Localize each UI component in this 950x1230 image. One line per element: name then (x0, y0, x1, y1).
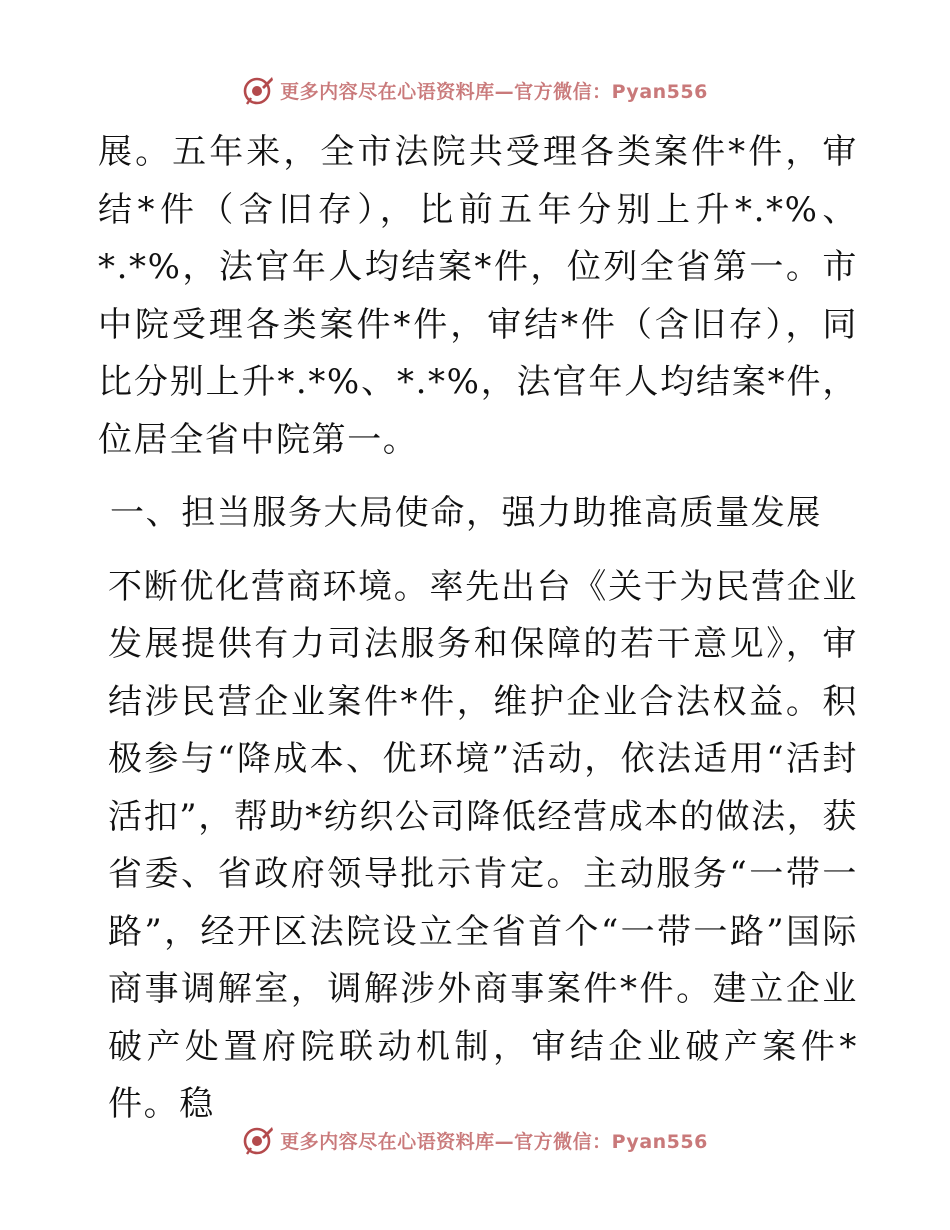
body-paragraph: 不断优化营商环境。率先出台《关于为民营企业发展提供有力司法服务和保障的若干意见》，审结涉民营企业案件*件，维护企业合法权益。积极参与“降成本、优环境”活动，依法适用“活封活扣”，帮助*纺织公司降低经营成本的做法，获省委、省政府领导批示肯定。主动服务“一带一路”，经开区法院设立全省首个“一带一路”国际商事调解室，调解涉外商事案件*件。建立企业破产处置府院联动机制，审结企业破产案件*件。稳 (108, 566, 858, 1124)
body-paragraph: 展。五年来，全市法院共受理各类案件*件，审结*件（含旧存），比前五年分别上升*.*%、*.*%，法官年人均结案*件，位列全省第一。市中院受理各类案件*件，审结*件（含旧存），同比分别上升*.*%、*.*%，法官年人均结案*件，位居全省中院第一。 (98, 132, 858, 460)
quill-logo-icon (242, 1124, 274, 1156)
watermark-text: 更多内容尽在心语资料库—官方微信：Pyan556 (280, 1130, 708, 1153)
section-heading: 一、担当服务大局使命，强力助推高质量发展 (110, 493, 822, 533)
document-body (98, 124, 858, 1134)
footer-watermark-banner (0, 1120, 950, 1160)
header-watermark-banner (0, 70, 950, 110)
quill-logo-icon (242, 74, 274, 106)
watermark-text: 更多内容尽在心语资料库—官方微信：Pyan556 (280, 80, 708, 103)
